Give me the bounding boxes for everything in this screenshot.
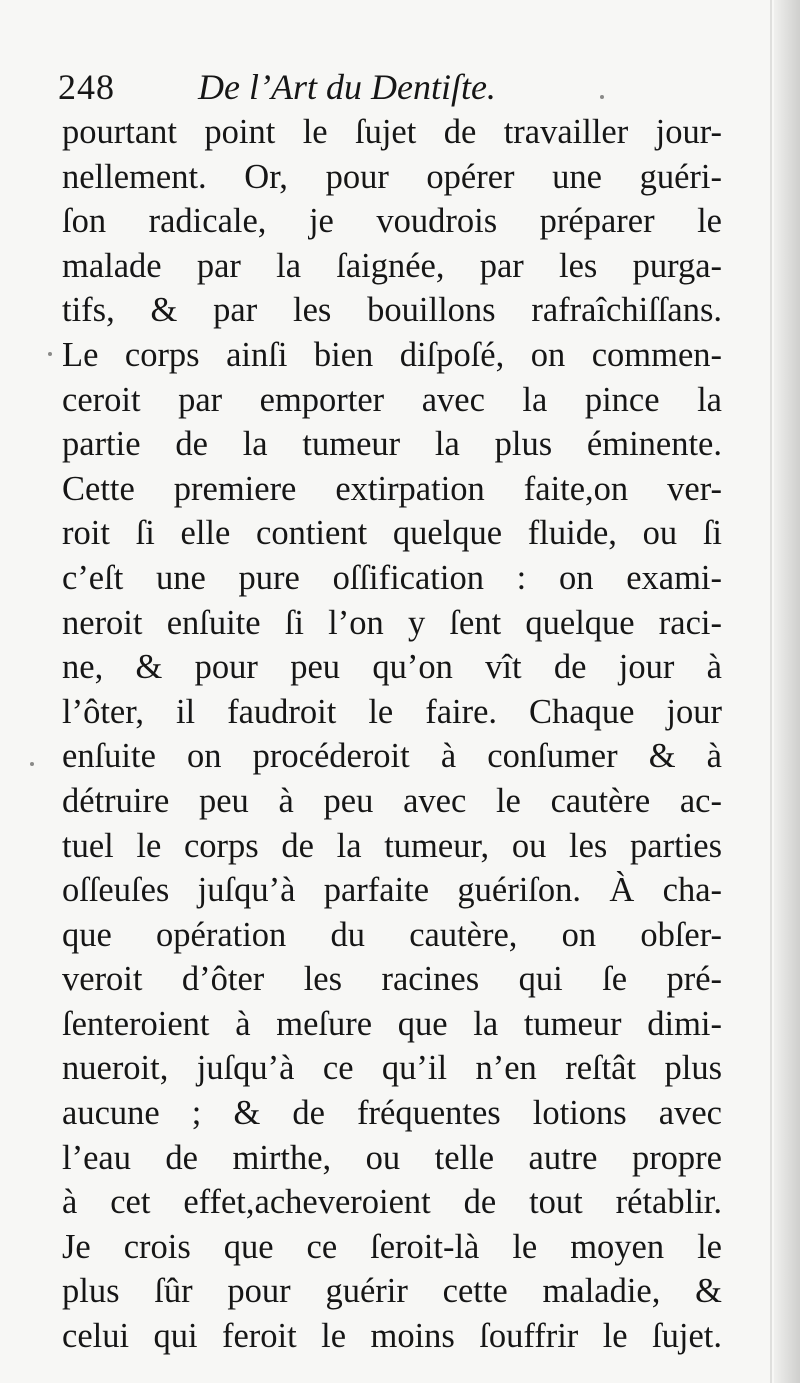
text-line: pourtant point le ſujet de travailler jour-: [62, 113, 722, 151]
text-line: ceroit par emporter avec la pince la: [62, 380, 722, 419]
text-line: ſon radicale, je voudrois préparer le: [62, 202, 722, 241]
text-line: enſuite on procéderoit à conſumer & à: [62, 737, 722, 776]
text-line: c’eſt une pure oſſification : on exami-: [62, 558, 722, 597]
text-line: Le corps ainſi bien diſpoſé, on commen-: [62, 335, 722, 374]
running-title: De l’Art du Dentiſte.: [198, 67, 496, 107]
text-line: malade par la ſaignée, par les purga-: [62, 246, 722, 285]
text-line: ſenteroient à meſure que la tumeur dimi-: [62, 1004, 722, 1043]
text-line: oſſeuſes juſqu’à parfaite guériſon. À cha-: [62, 871, 722, 910]
text-line: roit ſi elle contient quelque fluide, ou ſi: [62, 514, 722, 553]
page-edge-shadow: [774, 0, 800, 1383]
text-line: à cet effet,acheveroient de tout rétablir.: [62, 1183, 722, 1222]
text-line: détruire peu à peu avec le cautère ac-: [62, 781, 722, 820]
body-text: [62, 110, 722, 1359]
text-line: nueroit, juſqu’à ce qu’il n’en reſtât plus: [62, 1049, 722, 1088]
text-line: tuel le corps de la tumeur, ou les parties: [62, 826, 722, 865]
text-line: celui qui feroit le moins ſouffrir le ſujet.: [62, 1317, 722, 1356]
ink-speck: [30, 762, 34, 766]
text-line: que opération du cautère, on obſer-: [62, 915, 722, 954]
text-line: plus ſûr pour guérir cette maladie, &: [62, 1272, 722, 1311]
text-line: l’eau de mirthe, ou telle autre propre: [62, 1138, 722, 1177]
text-line: neroit enſuite ſi l’on y ſent quelque raci-: [62, 603, 722, 642]
text-line: l’ôter, il faudroit le faire. Chaque jour: [62, 692, 722, 731]
page-number: 248: [58, 67, 115, 107]
text-line: Je crois que ce ſeroit-là le moyen le: [62, 1227, 722, 1266]
running-header: [58, 62, 678, 112]
ink-speck: [48, 352, 52, 356]
page-edge-line: [770, 0, 772, 1383]
text-line: Cette premiere extirpation faite,on ver-: [62, 469, 722, 508]
text-line: aucune ; & de fréquentes lotions avec: [62, 1094, 722, 1133]
text-line: nellement. Or, pour opérer une guéri-: [62, 157, 722, 196]
text-line: tifs, & par les bouillons rafraîchiſſans.: [62, 291, 722, 330]
text-line: ne, & pour peu qu’on vît de jour à: [62, 648, 722, 687]
text-line: partie de la tumeur la plus éminente.: [62, 425, 722, 464]
text-line: veroit d’ôter les racines qui ſe pré-: [62, 960, 722, 999]
